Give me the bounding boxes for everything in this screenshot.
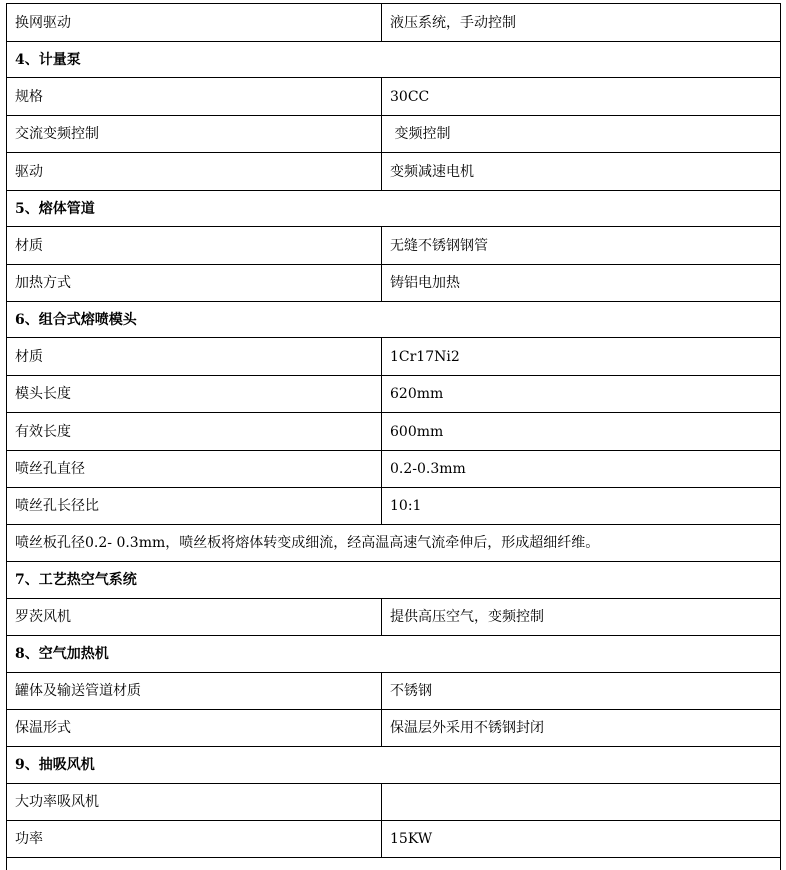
table-row xyxy=(7,488,781,525)
row-label: 喷丝孔直径 xyxy=(7,451,382,488)
section-heading: 6、组合式熔喷模头 xyxy=(7,302,781,338)
row-label: 规格 xyxy=(7,78,382,116)
row-label: 功率 xyxy=(7,821,382,858)
table-row xyxy=(7,784,781,821)
section-row xyxy=(7,562,781,599)
row-label: 模头长度 xyxy=(7,376,382,413)
spec-table xyxy=(6,3,781,870)
row-value: 无缝不锈钢钢管 xyxy=(382,227,781,265)
row-value: 15KW xyxy=(382,821,781,858)
section-heading: 4、计量泵 xyxy=(7,42,781,78)
row-label: 驱动 xyxy=(7,153,382,191)
table-row xyxy=(7,265,781,302)
table-row xyxy=(7,78,781,116)
section-row xyxy=(7,191,781,227)
row-value xyxy=(382,784,781,821)
table-row xyxy=(7,376,781,413)
section-heading: 8、空气加热机 xyxy=(7,636,781,673)
table-row xyxy=(7,338,781,376)
row-label: 交流变频控制 xyxy=(7,116,382,153)
row-value: 变频控制 xyxy=(382,116,781,153)
row-value: 30CC xyxy=(382,78,781,116)
row-label: 有效长度 xyxy=(7,413,382,451)
row-value: 提供高压空气，变频控制 xyxy=(382,599,781,636)
row-value: 1Cr17Ni2 xyxy=(382,338,781,376)
row-label: 加热方式 xyxy=(7,265,382,302)
row-label: 罐体及输送管道材质 xyxy=(7,673,382,710)
section-heading: 9、抽吸风机 xyxy=(7,747,781,784)
note-text: 喷丝板孔径0.2- 0.3mm，喷丝板将熔体转变成细流，经高温高速气流牵伸后，形成超细纤维。 xyxy=(7,525,781,562)
row-label: 材质 xyxy=(7,227,382,265)
section-heading: 5、熔体管道 xyxy=(7,191,781,227)
table-row xyxy=(7,599,781,636)
row-label: 喷丝孔长径比 xyxy=(7,488,382,525)
row-value: 620mm xyxy=(382,376,781,413)
table-row xyxy=(7,413,781,451)
table-row xyxy=(7,710,781,747)
row-label: 罗茨风机 xyxy=(7,599,382,636)
row-label: 保温形式 xyxy=(7,710,382,747)
row-value: 600mm xyxy=(382,413,781,451)
row-value: 液压系统，手动控制 xyxy=(382,4,781,42)
table-row xyxy=(7,451,781,488)
section-row xyxy=(7,42,781,78)
table-row xyxy=(7,821,781,858)
row-value: 0.2-0.3mm xyxy=(382,451,781,488)
row-value: 变频减速电机 xyxy=(382,153,781,191)
section-row xyxy=(7,302,781,338)
section-row xyxy=(7,636,781,673)
row-value: 铸铝电加热 xyxy=(382,265,781,302)
row-label: 换网驱动 xyxy=(7,4,382,42)
row-label: 大功率吸风机 xyxy=(7,784,382,821)
table-row xyxy=(7,153,781,191)
row-value: 保温层外采用不锈钢封闭 xyxy=(382,710,781,747)
row-value: 10:1 xyxy=(382,488,781,525)
partial-cell xyxy=(7,858,781,870)
row-label: 材质 xyxy=(7,338,382,376)
table-row xyxy=(7,673,781,710)
row-value: 不锈钢 xyxy=(382,673,781,710)
note-row xyxy=(7,525,781,562)
section-row xyxy=(7,747,781,784)
table-row xyxy=(7,4,781,42)
table-row xyxy=(7,116,781,153)
table-row-partial xyxy=(7,858,781,870)
section-heading: 7、工艺热空气系统 xyxy=(7,562,781,599)
table-row xyxy=(7,227,781,265)
